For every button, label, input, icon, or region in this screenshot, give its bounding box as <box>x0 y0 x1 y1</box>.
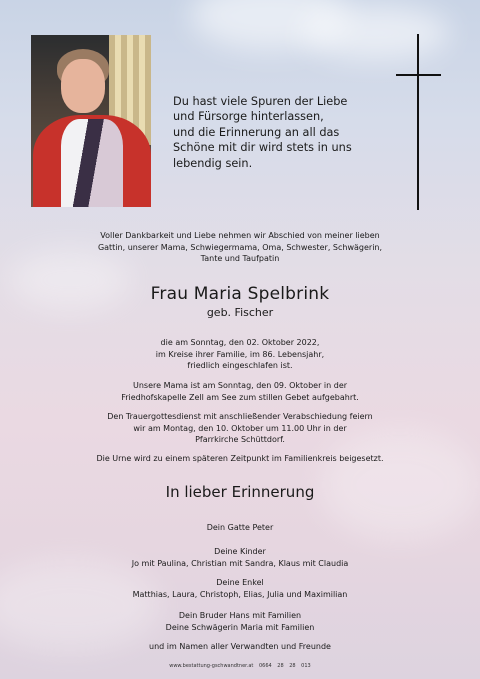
viewing-line: Friedhofskapelle Zell am See zum stillen Gebet aufgebahrt. <box>121 392 359 402</box>
death-line: die am Sonntag, den 02. Oktober 2022, <box>160 338 320 347</box>
service-line: Den Trauergottesdienst mit anschließender Verabschiedung feiern <box>107 412 373 421</box>
viewing-notice <box>40 380 440 403</box>
service-line: wir am Montag, den 10. Oktober um 11.00 Uhr in der <box>133 423 347 433</box>
photo-scarf <box>61 119 123 207</box>
cloud <box>0 560 160 650</box>
grandchildren <box>40 577 440 600</box>
spouse <box>40 522 440 534</box>
viewing-line: Unsere Mama ist am Sonntag, den 09. Oktober in der <box>132 381 348 390</box>
intro-line: Voller Dankbarkeit und Liebe nehmen wir Abschied von meiner lieben <box>100 231 380 240</box>
siblings <box>40 610 440 633</box>
poem-line: und Fürsorge hinterlassen, <box>173 110 324 124</box>
footer-website-link[interactable]: www.bestattung-gschwandtner.at <box>169 663 254 669</box>
brother-line: Dein Bruder Hans mit Familien <box>178 611 302 620</box>
cross-icon <box>417 34 419 210</box>
relatives-line: und im Namen aller Verwandten und Freunde <box>149 642 331 651</box>
poem-line: Schöne mit dir wird stets in uns <box>173 141 352 155</box>
sister-in-law-line: Deine Schwägerin Maria mit Familien <box>165 622 315 632</box>
poem-line: lebendig sein. <box>173 156 253 170</box>
death-line: friedlich eingeschlafen ist. <box>187 361 293 371</box>
poem-line: und die Erinnerung an all das <box>173 125 340 139</box>
deceased-name: Frau Maria Spelbrink <box>150 284 330 304</box>
intro-line: Tante und Taufpatin <box>200 254 280 264</box>
poem <box>173 94 388 171</box>
children-names: Jo mit Paulina, Christian mit Sandra, Klaus mit Claudia <box>131 558 349 568</box>
grandchildren-title: Deine Enkel <box>216 578 264 587</box>
cloud <box>300 5 450 60</box>
intro-text <box>40 230 440 265</box>
death-line: im Kreise ihrer Familie, im 86. Lebensjahr, <box>155 349 325 359</box>
footer <box>40 663 440 669</box>
memory-heading: In lieber Erinnerung <box>165 483 315 501</box>
children-title: Deine Kinder <box>214 547 266 556</box>
footer-phone: 0664 28 28 013 <box>258 663 311 669</box>
grandchildren-names: Matthias, Laura, Christoph, Elias, Julia und Maximilian <box>132 589 348 599</box>
photo-face <box>61 59 105 113</box>
relatives <box>40 641 440 653</box>
portrait-photo <box>31 35 151 207</box>
children <box>40 546 440 569</box>
service-notice <box>40 411 440 446</box>
urn-line: Die Urne wird zu einem späteren Zeitpunkt im Familienkreis beigesetzt. <box>96 454 384 463</box>
service-line: Pfarrkirche Schüttdorf. <box>195 435 285 445</box>
cross-icon-bar <box>396 74 441 76</box>
death-notice <box>40 337 440 372</box>
poem-line: Du hast viele Spuren der Liebe <box>173 95 348 108</box>
spouse-line: Dein Gatte Peter <box>206 523 274 532</box>
intro-line: Gattin, unserer Mama, Schwiegermama, Oma, Schwester, Schwägerin, <box>97 242 383 252</box>
birth-name: geb. Fischer <box>206 306 274 319</box>
urn-notice <box>40 453 440 465</box>
